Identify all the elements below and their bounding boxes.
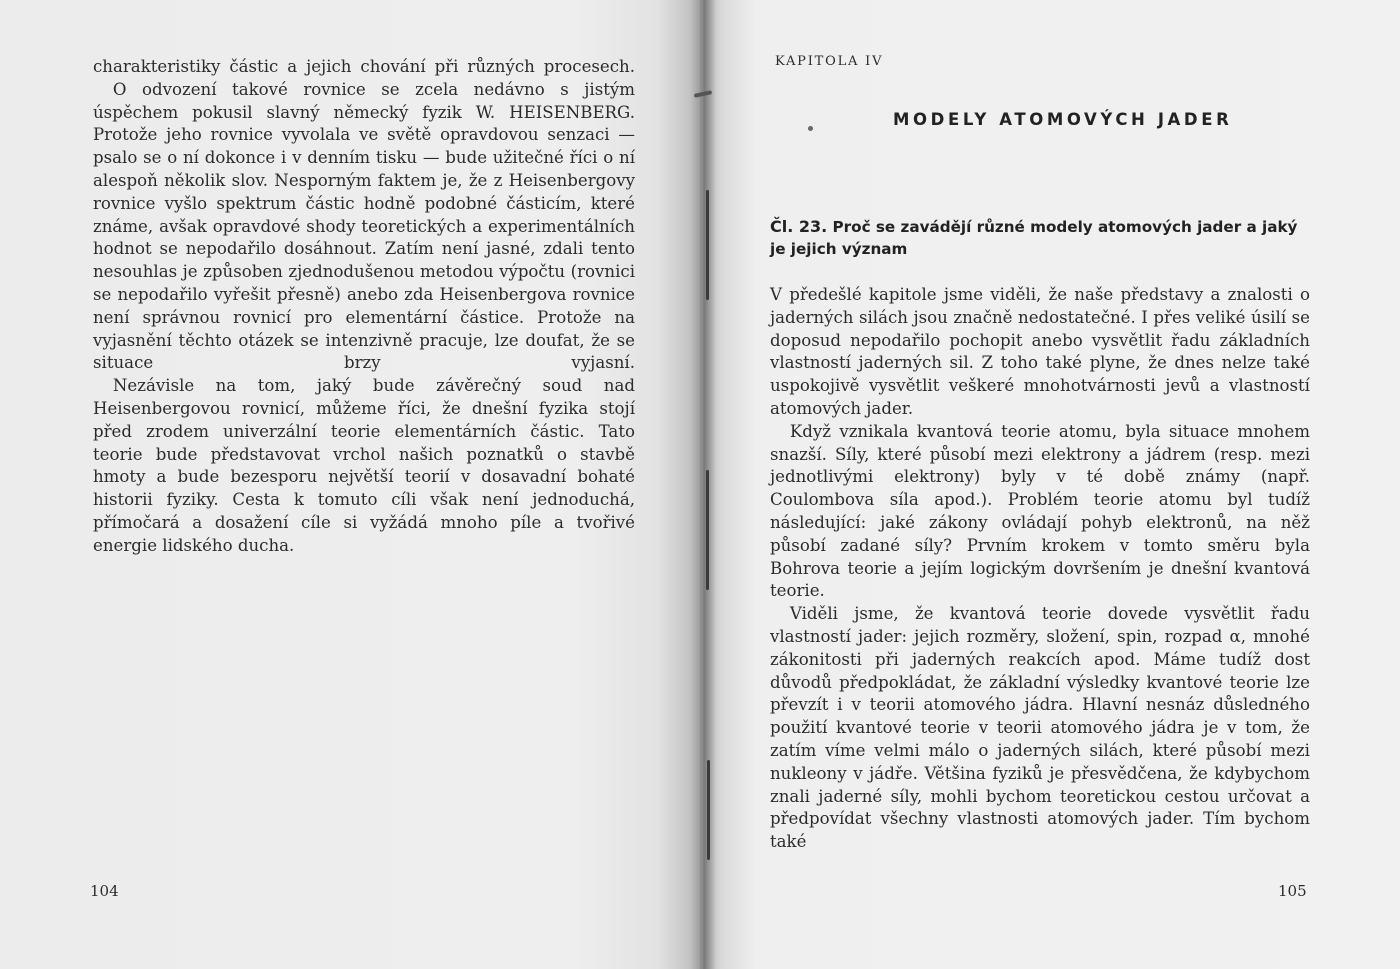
right-paragraph: V předešlé kapitole jsme viděli, že naše představy a znalosti o jaderných silách jsou značně nedostatečné. I přes veliké úsilí se doposud nepodařilo pochopit anebo vysvětlit řadu základních vlastností jaderných sil. Z toho také plyne, že dnes nelze také uspokojivě vysvětlit veškeré mnohotvárnosti jevů a vlastností atomových jader. — [770, 285, 1310, 418]
right-page-body — [770, 284, 1310, 854]
page-number-left: 104 — [90, 882, 119, 900]
chapter-title: MODELY ATOMOVÝCH JADER — [893, 110, 1233, 129]
left-paragraph: O odvození takové rovnice se zcela nedávno s jistým úspěchem pokusil slavný německý fyzik W. HEISENBERG. Protože jeho rovnice vyvolala ve světě opravdovou senzaci — psalo se o ní dokonce i v denním tisku — bude užitečné říci o ní alespoň několik slov. Nesporným faktem je, že z Heisenbergovy rovnice vyšlo spektrum částic hodně podobné částicím, které známe, avšak opravdové shody teoretických a experimentálních hodnot se nepodařilo dosáhnout. Zatím není jasné, zdali tento nesouhlas je způsoben zjednodušenou metodou výpočtu (rovnici se nepodařilo vyřešit přesně) anebo zda Heisenbergova rovnice není správnou rovnicí pro elementární částice. Protože na vyjasnění těchto otázek se intenzivně pracuje, lze doufat, že se situace brzy vyjasní. — [93, 79, 635, 373]
right-paragraph: Viděli jsme, že kvantová teorie dovede vysvětlit řadu vlastností jader: jejich rozměry, složení, spin, rozpad α, mnohé zákonitosti při jaderných reakcích apod. Máme tudíž dost důvodů předpokládat, že základní výsledky kvantové teorie lze převzít i v teorii atomového jádra. Hlavní nesnáz důsledného použití kvantové teorie v teorii atomového jádra je v tom, že zatím víme velmi málo o jaderných silách, které působí mezi nukleony v jádře. Většina fyziků je přesvědčena, že kdybychom znali jaderné síly, mohli bychom teoretickou cestou určovat a předpovídat všechny vlastnosti atomových jader. Tím bychom také — [770, 604, 1310, 852]
section-heading — [770, 216, 1315, 260]
left-paragraph: charakteristiky částic a jejich chování při různých procesech. — [93, 57, 635, 76]
page-number-right: 105 — [1278, 882, 1307, 900]
left-page-body — [93, 56, 635, 558]
section-number: Čl. 23. — [770, 217, 828, 236]
section-title: Proč se zavádějí různé modely atomových jader a jaký je jejich význam — [770, 218, 1298, 258]
chapter-label: KAPITOLA IV — [775, 54, 884, 69]
binding-stitch — [707, 760, 710, 860]
binding-stitch — [706, 190, 709, 300]
book-gutter — [690, 0, 716, 969]
binding-stitch — [706, 470, 709, 590]
left-paragraph: Nezávisle na tom, jaký bude závěrečný soud nad Heisenbergovou rovnicí, můžeme říci, že dnešní fyzika stojí před zrodem univerzální teorie elementárních částic. Tato teorie bude představovat vrchol našich poznatků o stavbě hmoty a bude bezesporu největší teorií v dosavadní bohaté historii fyziky. Cesta k tomuto cíli však není jednoduchá, přímočará a dosažení cíle si vyžádá mnoho píle a tvořivé energie lidského ducha. — [93, 376, 635, 555]
right-paragraph: Když vznikala kvantová teorie atomu, byla situace mnohem snazší. Síly, které působí mezi elektrony a jádrem (resp. mezi jednotlivými elektrony) byly v té době známy (např. Coulombova síla apod.). Problém teorie atomu byl tudíž následující: jaké zákony ovládají pohyb elektronů, na něž působí zadané síly? Prvním krokem v tomto směru byla Bohrova teorie a jejím logickým dovršením je dnešní kvantová teorie. — [770, 421, 1310, 601]
print-speck — [808, 126, 813, 131]
